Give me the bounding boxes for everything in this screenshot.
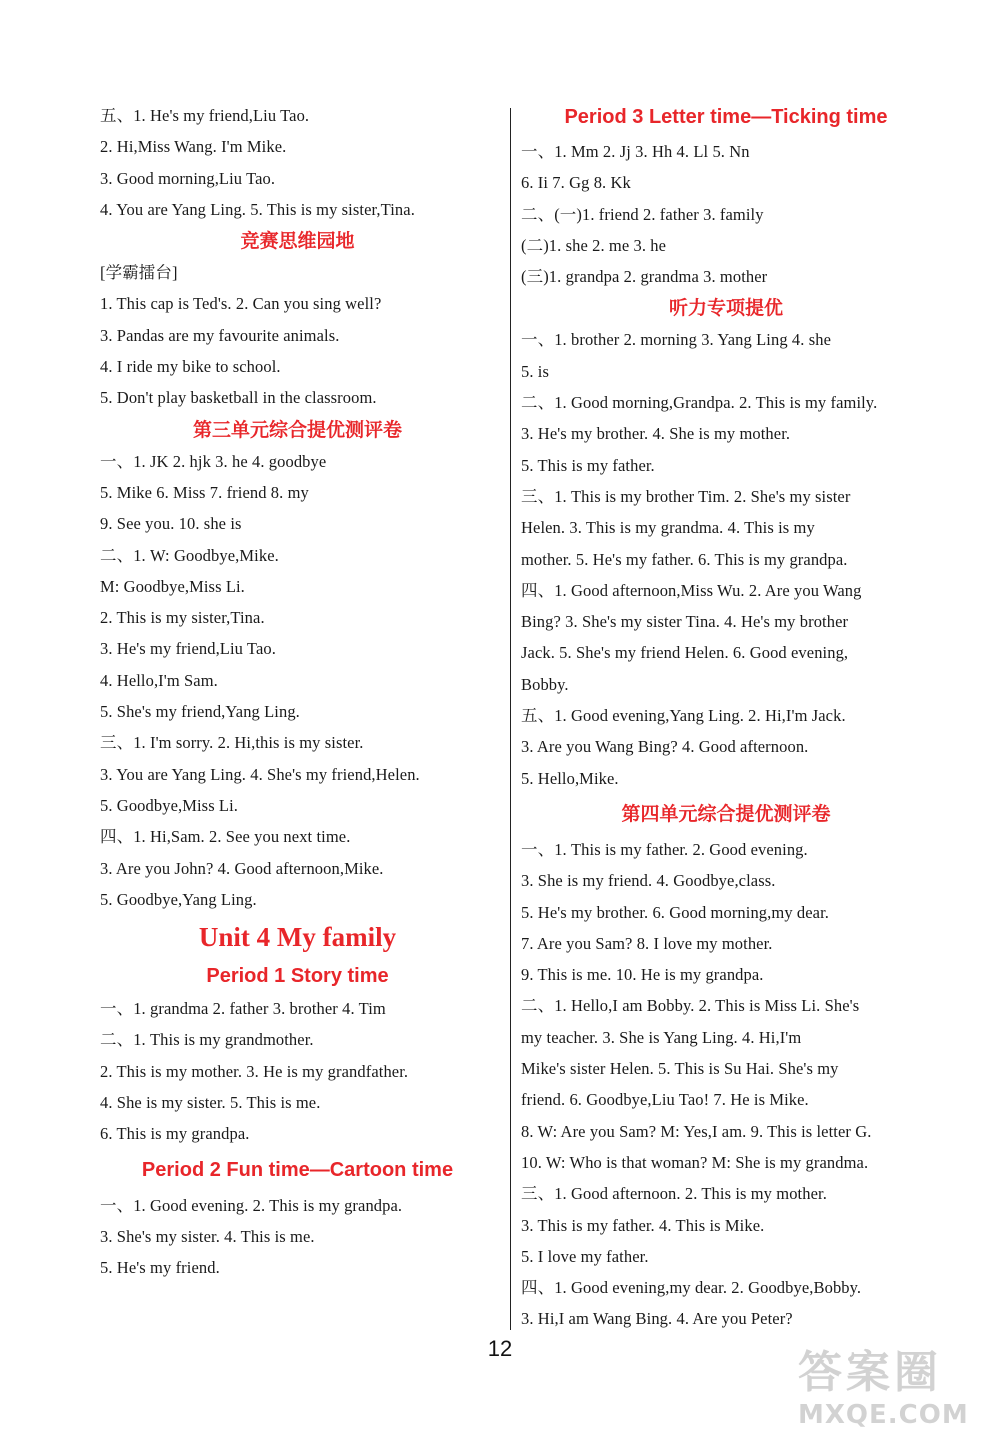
answer-line: 二、1. Hello,I am Bobby. 2. This is Miss Li. She's: [521, 996, 860, 1016]
answer-line: 4. You are Yang Ling. 5. This is my sister,Tina.: [100, 199, 415, 219]
answer-line: 3. Hi,I am Wang Bing. 4. Are you Peter?: [521, 1309, 793, 1329]
answer-line: 四、1. Good evening,my dear. 2. Goodbye,Bobby.: [521, 1278, 862, 1298]
answer-line: 2. This is my mother. 3. He is my grandfather.: [100, 1061, 409, 1081]
answer-line: 一、1. brother 2. morning 3. Yang Ling 4. she: [521, 330, 831, 350]
answer-line: 5. Mike 6. Miss 7. friend 8. my: [100, 482, 309, 502]
answer-line: (三)1. grandpa 2. grandma 3. mother: [521, 267, 768, 287]
answer-line: Bobby.: [521, 674, 569, 694]
answer-line: 5. He's my brother. 6. Good morning,my dear.: [521, 902, 829, 922]
period-heading: Period 2 Fun time—Cartoon time: [141, 1158, 454, 1181]
answer-block: [100, 100, 495, 225]
watermark-logo: [798, 1346, 988, 1434]
answer-line: 4. Hello,I'm Sam.: [100, 670, 218, 690]
answer-block: [100, 993, 495, 1149]
watermark-url: MXQE.COM: [798, 1400, 969, 1430]
answer-line: 四、1. Hi,Sam. 2. See you next time.: [100, 827, 351, 847]
answer-line: 3. She's my sister. 4. This is me.: [100, 1226, 315, 1246]
section-heading: 第三单元综合提优测评卷: [192, 418, 402, 441]
answer-line: 3. Pandas are my favourite animals.: [100, 325, 340, 345]
answer-line: 4. She is my sister. 5. This is me.: [100, 1093, 321, 1113]
period-heading: Period 1 Story time: [206, 965, 389, 988]
answer-line: 6. This is my grandpa.: [100, 1124, 250, 1144]
answer-line: 4. I ride my bike to school.: [100, 357, 281, 377]
page-number: 12: [487, 1336, 513, 1361]
answer-line: 三、1. This is my brother Tim. 2. She's my sister: [521, 486, 851, 506]
section-heading: 听力专项提优: [668, 297, 783, 320]
answer-line: 5. She's my friend,Yang Ling.: [100, 702, 300, 722]
answer-line: 一、1. Mm 2. Jj 3. Hh 4. Ll 5. Nn: [521, 142, 750, 161]
answer-line: 6. Ii 7. Gg 8. Kk: [521, 173, 631, 193]
answer-block: [521, 834, 931, 1335]
answer-line: 5. Hello,Mike.: [521, 768, 619, 788]
answer-line: 三、1. Good afternoon. 2. This is my mother.: [521, 1184, 827, 1204]
answer-line: 五、1. Good evening,Yang Ling. 2. Hi,I'm Jack.: [521, 706, 846, 726]
answer-line: 3. She is my friend. 4. Goodbye,class.: [521, 871, 776, 891]
answer-line: 二、1. This is my grandmother.: [100, 1030, 314, 1050]
answer-line: 二、(一)1. friend 2. father 3. family: [521, 204, 764, 224]
answer-line: 二、1. Good morning,Grandpa. 2. This is my family.: [521, 393, 878, 413]
answer-block: [521, 324, 931, 793]
unit-heading: Unit 4 My family: [198, 922, 397, 953]
answer-line: 二、1. W: Goodbye,Mike.: [100, 545, 279, 565]
column-divider: [510, 108, 511, 1330]
answer-line: Jack. 5. She's my friend Helen. 6. Good evening,: [521, 643, 849, 663]
answer-line: 5. Goodbye,Yang Ling.: [100, 889, 257, 909]
answer-line: Bing? 3. She's my sister Tina. 4. He's my brother: [521, 612, 849, 632]
answer-line: 5. This is my father.: [521, 455, 655, 475]
answer-line: 3. Good morning,Liu Tao.: [100, 168, 276, 188]
answer-line: 3. This is my father. 4. This is Mike.: [521, 1215, 765, 1235]
watermark-text: 答案圈: [798, 1347, 942, 1398]
answer-line: 2. This is my sister,Tina.: [100, 608, 265, 628]
answer-line: mother. 5. He's my father. 6. This is my grandpa.: [521, 549, 848, 569]
section-heading: 第四单元综合提优测评卷: [621, 802, 831, 825]
answer-line: 9. See you. 10. she is: [100, 514, 242, 534]
answer-line: 9. This is me. 10. He is my grandpa.: [521, 965, 764, 985]
answer-line: 四、1. Good afternoon,Miss Wu. 2. Are you Wang: [521, 580, 862, 600]
answer-line: 5. Goodbye,Miss Li.: [100, 795, 239, 815]
answer-block: [100, 257, 495, 413]
answer-line: [学霸擂台]: [100, 263, 178, 283]
answer-line: 1. This cap is Ted's. 2. Can you sing well?: [100, 294, 382, 314]
answer-block: [100, 446, 495, 915]
answer-line: 3. You are Yang Ling. 4. She's my friend,Helen.: [100, 764, 420, 784]
section-heading: 竞赛思维园地: [240, 230, 355, 253]
answer-line: Mike's sister Helen. 5. This is Su Hai. She's my: [521, 1059, 839, 1079]
answer-line: 一、1. This is my father. 2. Good evening.: [521, 839, 808, 859]
answer-line: 5. Don't play basketball in the classroom.: [100, 388, 377, 408]
answer-line: 5. I love my father.: [521, 1246, 649, 1266]
answer-line: 一、1. JK 2. hjk 3. he 4. goodbye: [100, 451, 327, 471]
answer-line: friend. 6. Goodbye,Liu Tao! 7. He is Mike.: [521, 1090, 809, 1110]
answer-line: (二)1. she 2. me 3. he: [521, 235, 667, 255]
answer-line: 8. W: Are you Sam? M: Yes,I am. 9. This is letter G.: [521, 1121, 872, 1141]
answer-line: 三、1. I'm sorry. 2. Hi,this is my sister.: [100, 733, 364, 753]
answer-line: 五、1. He's my friend,Liu Tao.: [100, 106, 310, 125]
answer-line: 5. is: [521, 361, 550, 381]
answer-line: 3. Are you John? 4. Good afternoon,Mike.: [100, 858, 384, 878]
left-column: [100, 100, 495, 1284]
answer-line: 一、1. grandma 2. father 3. brother 4. Tim: [100, 999, 386, 1019]
answer-block: [100, 1190, 495, 1284]
answer-line: 5. He's my friend.: [100, 1258, 220, 1278]
answer-line: M: Goodbye,Miss Li.: [100, 576, 245, 596]
answer-line: 一、1. Good evening. 2. This is my grandpa.: [100, 1195, 403, 1215]
answer-line: Helen. 3. This is my grandma. 4. This is my: [521, 518, 815, 538]
answer-line: my teacher. 3. She is Yang Ling. 4. Hi,I'm: [521, 1027, 802, 1047]
answer-line: 2. Hi,Miss Wang. I'm Mike.: [100, 137, 287, 157]
answer-line: 3. Are you Wang Bing? 4. Good afternoon.: [521, 737, 809, 757]
period-heading: Period 3 Letter time—Ticking time: [564, 106, 888, 128]
answer-block: [521, 136, 931, 292]
right-column: [521, 100, 931, 1335]
answer-line: 7. Are you Sam? 8. I love my mother.: [521, 933, 773, 953]
answer-line: 3. He's my friend,Liu Tao.: [100, 639, 276, 659]
answer-line: 10. W: Who is that woman? M: She is my grandma.: [521, 1152, 869, 1172]
answer-line: 3. He's my brother. 4. She is my mother.: [521, 424, 791, 444]
